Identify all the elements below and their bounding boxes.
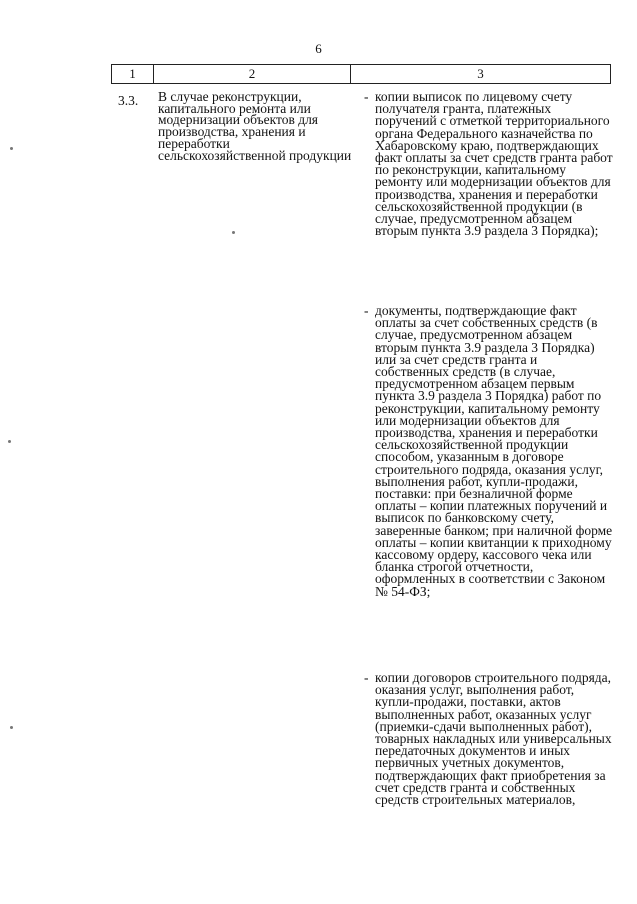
column-number-1: 1 <box>112 65 154 83</box>
row-description: В случае реконструкции, капитального ремонта или модернизации объектов для производства, хранения и переработки сельскохозяйственной продукции <box>158 89 352 163</box>
column-number-2: 2 <box>154 65 351 83</box>
page-number: 6 <box>315 41 322 56</box>
bullet-dash: - <box>364 670 369 685</box>
column-number-3: 3 <box>477 66 484 81</box>
bullet-dash: - <box>364 89 369 104</box>
document-list-item <box>364 91 614 237</box>
scan-speck <box>10 147 13 150</box>
document-item-text: копии выписок по лицевому счету получателя гранта, платежных поручений с отметкой территориального органа Федерального казначейства по Хабаровскому краю, подтверждающих факт оплаты за счет средств гранта работ по реконструкции, капитальному ремонту или модернизации объектов для производства, хранения и переработки сельскохозяйственной продукции (в случае, предусмотренном абзацем вторым пункта 3.9 раздела 3 Порядка); <box>375 89 613 239</box>
scan-speck <box>232 231 235 234</box>
table-header-row <box>111 64 611 84</box>
document-list-item <box>364 305 614 598</box>
scan-speck <box>8 440 11 443</box>
document-list-item <box>364 672 614 806</box>
document-item-text: копии договоров строительного подряда, оказания услуг, выполнения работ, купли-продажи, поставки, актов выполненных работ, оказанных услуг (приемки-сдачи выполненных работ), товарных накладных или универсальных передаточных документов и иных первичных учетных документов, подтверждающих факт приобретения за счет средств гранта и собственных средств строительных материалов, <box>375 670 612 808</box>
bullet-dash: - <box>364 303 369 318</box>
document-item-text: документы, подтверждающие факт оплаты за счет собственных средств (в случае, предусмотренном абзацем вторым пункта 3.9 раздела 3 Порядка) или за счет средств гранта и собственных средств (в случае, предусмотренном абзацем первым пункта 3.9 раздела 3 Порядка) работ по реконструкции, капитальному ремонту или модернизации объектов для производства, хранения и переработки сельскохозяйственной продукции способом, указанным в договоре строительного подряда, оказания услуг, выполнения работ, купли-продажи, поставки: при безналичной форме оплаты – копии платежных поручений и выписок по банковскому счету, заверенные банком; при наличной форме оплаты – копии квитанции к приходному кассовому ордеру, кассового чека или бланка строгой отчетности, оформленных в соответствии с Законом № 54-ФЗ; <box>375 303 613 599</box>
scan-speck <box>10 726 13 729</box>
row-number: 3.3. <box>118 93 139 108</box>
